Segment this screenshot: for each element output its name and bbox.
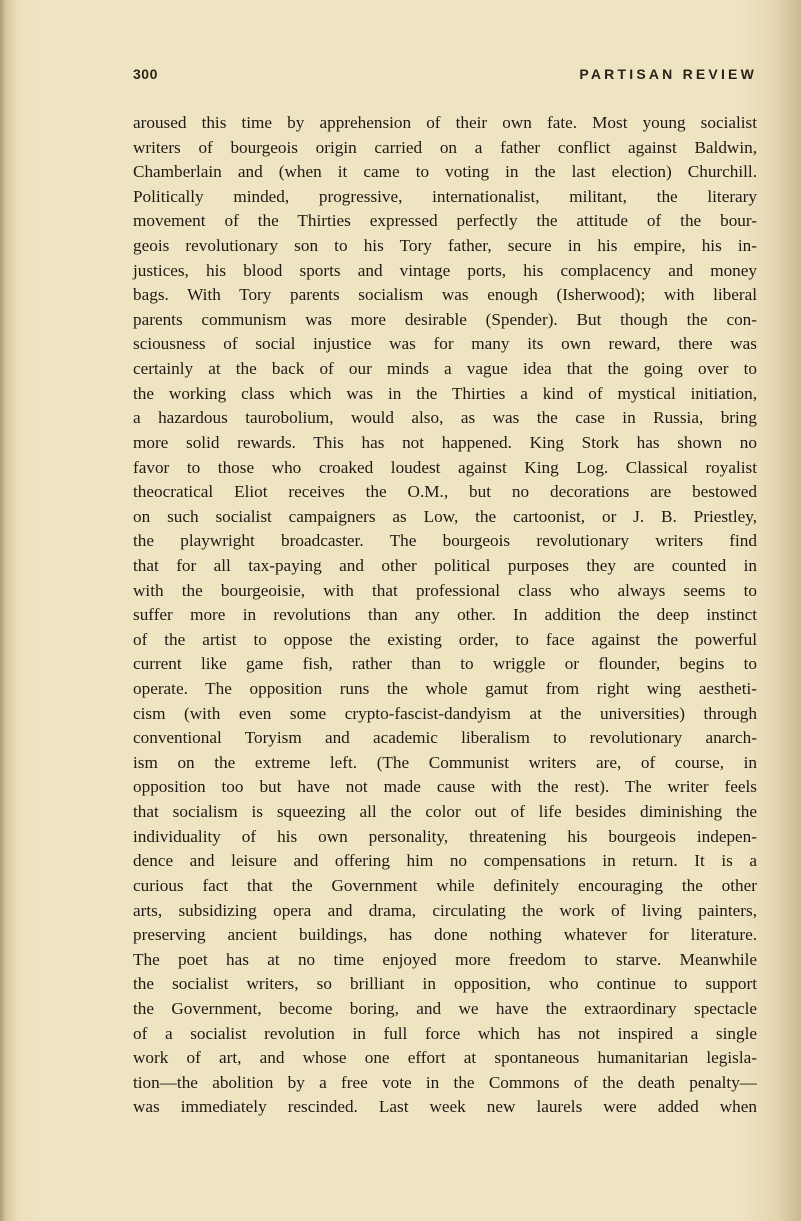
text-line: favor to those who croaked loudest against King Log. Classical royalist bbox=[133, 457, 757, 477]
text-line: bags. With Tory parents socialism was enough (Isherwood); with liberal bbox=[133, 285, 757, 305]
text-line: more solid rewards. This has not happened. King Stork has shown no bbox=[133, 432, 757, 452]
text-line: work of art, and whose one effort at spontaneous humanitarian legisla- bbox=[133, 1048, 757, 1068]
text-line: the working class which was in the Thirties a kind of mystical initiation, bbox=[133, 383, 757, 403]
journal-title: PARTISAN REVIEW bbox=[579, 66, 757, 82]
text-line: geois revolutionary son to his Tory father, secure in his empire, his in- bbox=[133, 236, 757, 256]
text-line: sciousness of social injustice was for many its own reward, there was bbox=[133, 334, 757, 354]
text-line: writers of bourgeois origin carried on a father conflict against Baldwin, bbox=[133, 137, 757, 157]
text-line: theocratical Eliot receives the O.M., but no decorations are bestowed bbox=[133, 482, 757, 502]
text-line: The poet has at no time enjoyed more freedom to starve. Meanwhile bbox=[133, 949, 757, 969]
text-line: with the bourgeoisie, with that professional class who always seems to bbox=[133, 580, 757, 600]
body-paragraph bbox=[133, 111, 757, 1120]
text-line: Chamberlain and (when it came to voting in the last election) Churchill. bbox=[133, 162, 757, 182]
text-line: certainly at the back of our minds a vague idea that the going over to bbox=[133, 359, 757, 379]
text-line: suffer more in revolutions than any other. In addition the deep instinct bbox=[133, 605, 757, 625]
text-line: cism (with even some crypto-fascist-dandyism at the universities) through bbox=[133, 703, 757, 723]
text-line: opposition too but have not made cause with the rest). The writer feels bbox=[133, 777, 757, 797]
text-line: individuality of his own personality, threatening his bourgeois indepen- bbox=[133, 826, 757, 846]
text-line: that for all tax-paying and other political purposes they are counted in bbox=[133, 555, 757, 575]
text-line: ism on the extreme left. (The Communist writers are, of course, in bbox=[133, 752, 757, 772]
text-line: justices, his blood sports and vintage ports, his complacency and money bbox=[133, 260, 757, 280]
text-line: a hazardous taurobolium, would also, as was the case in Russia, bring bbox=[133, 408, 757, 428]
text-line: on such socialist campaigners as Low, the cartoonist, or J. B. Priestley, bbox=[133, 506, 757, 526]
text-line: curious fact that the Government while definitely encouraging the other bbox=[133, 875, 757, 895]
text-line: of the artist to oppose the existing order, to face against the powerful bbox=[133, 629, 757, 649]
text-line: the Government, become boring, and we have the extraordinary spectacle bbox=[133, 998, 757, 1018]
page-number: 300 bbox=[133, 66, 158, 82]
text-line: tion—the abolition by a free vote in the Commons of the death penalty— bbox=[133, 1072, 757, 1092]
text-line: aroused this time by apprehension of their own fate. Most young socialist bbox=[133, 113, 757, 132]
text-line: the socialist writers, so brilliant in opposition, who continue to support bbox=[133, 974, 757, 994]
running-head bbox=[133, 66, 757, 88]
text-line: arts, subsidizing opera and drama, circulating the work of living painters, bbox=[133, 900, 757, 920]
text-line: was immediately rescinded. Last week new laurels were added when bbox=[133, 1097, 757, 1117]
text-line: dence and leisure and offering him no compensations in return. It is a bbox=[133, 851, 757, 871]
text-line: of a socialist revolution in full force which has not inspired a single bbox=[133, 1023, 757, 1043]
text-line: movement of the Thirties expressed perfectly the attitude of the bour- bbox=[133, 211, 757, 231]
text-line: parents communism was more desirable (Spender). But though the con- bbox=[133, 309, 757, 329]
text-line: operate. The opposition runs the whole gamut from right wing aestheti- bbox=[133, 679, 757, 699]
text-line: Politically minded, progressive, internationalist, militant, the literary bbox=[133, 186, 757, 206]
text-line: preserving ancient buildings, has done nothing whatever for literature. bbox=[133, 925, 757, 945]
text-line: conventional Toryism and academic liberalism to revolutionary anarch- bbox=[133, 728, 757, 748]
text-line: current like game fish, rather than to wriggle or flounder, begins to bbox=[133, 654, 757, 674]
text-line: that socialism is squeezing all the color out of life besides diminishing the bbox=[133, 802, 757, 822]
text-line: the playwright broadcaster. The bourgeois revolutionary writers find bbox=[133, 531, 757, 551]
